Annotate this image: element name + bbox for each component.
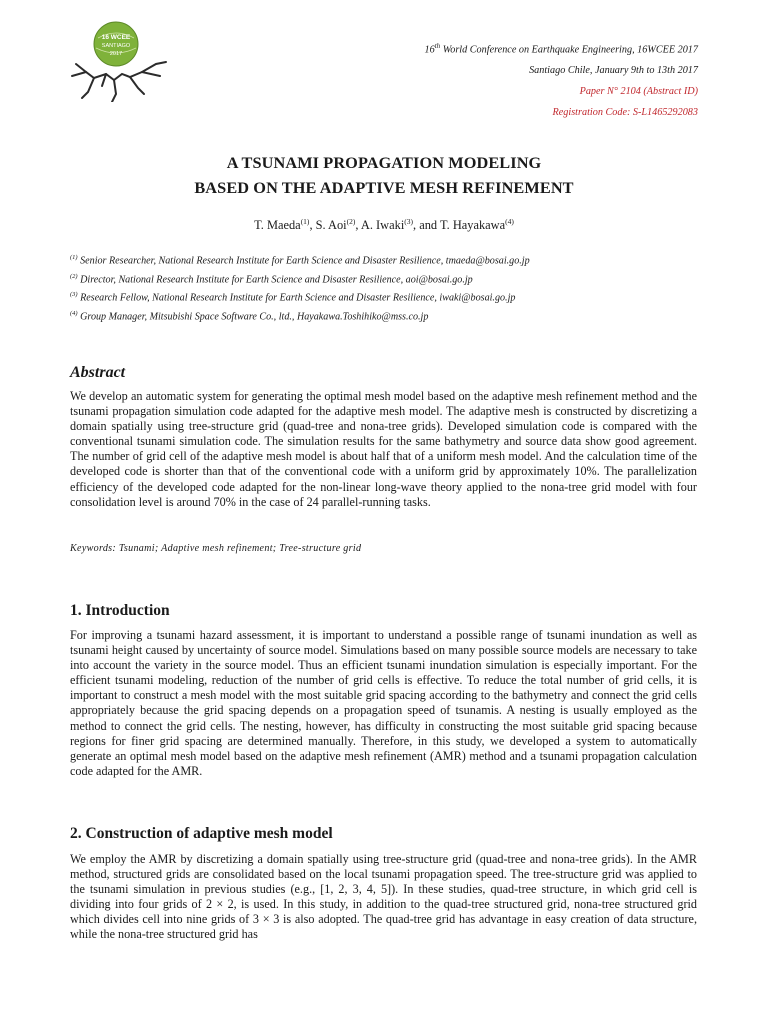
author-list: T. Maeda$^{(1)}$, S. Aoi$^{(2)}$, A. Iwaki$^{(3)}$, and T. Hayakawa$^{(4)}$ xyxy=(254,217,514,233)
section-heading-construction: 2. Construction of adaptive mesh model xyxy=(70,825,333,842)
paper-number: Paper N° 2104 (Abstract ID) xyxy=(579,86,698,98)
affiliation-item: $^{(2)}$ Director, National Research Institute for Earth Science and Disaster Resilience, aoi@bosai.go.jp xyxy=(70,272,473,285)
author-name: S. Aoi xyxy=(315,218,347,233)
title-line-2: BASED ON THE ADAPTIVE MESH REFINEMENT xyxy=(194,178,574,197)
construction-text: We employ the AMR by discretizing a domain spatially using tree-structure grid (quad-tree and nona-tree grids). In the AMR method, structured grids are consolidated based on the local tsunami propagation speed. The tree-structure grid was applied to the tsunami simulation in previous studies (e.g., [1, 2, 3, 4, 5]). In these studies, quad-tree structure, in which grid cell is dividing into four grids of 2 × 2, is used. In this study, in addition to the quad-tree structured grid, nona-tree structured grid which divides cell into nine grids of 3 × 3 is also adopted. The quad-tree grid has advantage in easy creation of data structure, while the nona-tree structured grid has xyxy=(70,852,697,942)
affiliation-item: $^{(1)}$ Senior Researcher, National Research Institute for Earth Science and Disaster Resilience, tmaeda@bosai.go.jp xyxy=(70,254,530,267)
affiliation-list xyxy=(70,250,530,324)
author-name: A. Iwaki xyxy=(360,218,405,233)
crack-graphic xyxy=(72,62,166,102)
abstract-heading: Abstract xyxy=(70,364,126,381)
author-sup: (3) xyxy=(404,217,414,226)
conference-line: 16th World Conference on Earthquake Engineering, 16WCEE 2017 xyxy=(424,42,698,56)
paper-title xyxy=(0,150,768,200)
abstract-text: We develop an automatic system for generating the optimal mesh model based on the adaptive mesh refinement method and the tsunami propagation simulation code adapted for the adaptive mesh model. The adaptive mesh is constructed by discretizing a domain spatially using tree-structure grid (quad-tree and nona-tree grids). Developed simulation code is compared with the conventional tsunami simulation code. The simulation results for the same bathymetry and source data show good agreement. The number of grid cell of the adaptive mesh model is about half that of a uniform mesh model. And the calculation time of the developed code is shorter than that of the conventional code with a uniform grid by approximately 10%. The parallelization efficiency of the developed code adapted for the non-linear long-wave theory applied to the nona-tree grid model with four consolidation level is around 70% in the case of 24 parallel-running tasks. xyxy=(70,389,697,509)
author-sup: (2) xyxy=(346,217,356,226)
registration-code: Registration Code: S-L1465292083 xyxy=(552,107,698,119)
location-line: Santiago Chile, January 9th to 13th 2017 xyxy=(529,65,698,77)
author-sup: (4) xyxy=(505,217,514,226)
author-name: T. Maeda xyxy=(254,218,301,233)
affiliation-item: $^{(4)}$ Group Manager, Mitsubishi Space Software Co., ltd., Hayakawa.Toshihiko@mss.co.jp xyxy=(70,309,429,323)
conference-logo xyxy=(64,14,174,102)
title-line-1: A TSUNAMI PROPAGATION MODELING xyxy=(226,153,542,172)
introduction-text: For improving a tsunami hazard assessment, it is important to understand a possible range of tsunami inundation as well as tsunami height caused by uncertainty of source model. Simulations based on many possible source models are necessary to take into account the variety in the source model. Thus an efficient tsunami inundation simulation is especially important. For the efficient tsunami modeling, reduction of the number of grid cells is effective. To reduce the total number of grid cells, it is important to construct a mesh model with the most suitable grid spacing according to the bathymetry and connect the grid cells appropriately because the grid spacing depends on a propagation speed of tsunamis. A nesting is usually employed as the method to connect the grid cells. The nesting, however, has difficulty in constructing the most suitable grid spacing because regions for finer grid spacing are determined manually. Therefore, in this study, we developed a system to automatically generate an optimal mesh model based on the adaptive mesh refinement (AMR) method and a tsunami propagation calculation code adapted for the AMR. xyxy=(70,628,697,778)
author-name: T. Hayakawa xyxy=(439,218,506,233)
author-sup: (1) xyxy=(300,217,310,226)
section-heading-introduction: 1. Introduction xyxy=(70,602,170,619)
page-header xyxy=(425,36,699,123)
logo-text-1: 16 WCEE xyxy=(101,34,131,41)
affiliation-item: $^{(3)}$ Research Fellow, National Research Institute for Earth Science and Disaster Resilience, iwaki@bosai.go.jp xyxy=(70,291,516,304)
keywords: Keywords: Tsunami; Adaptive mesh refinement; Tree-structure grid xyxy=(70,543,362,554)
logo-text-2: SANTIAGO xyxy=(101,43,131,49)
logo-text-3: 2017 xyxy=(109,51,123,57)
